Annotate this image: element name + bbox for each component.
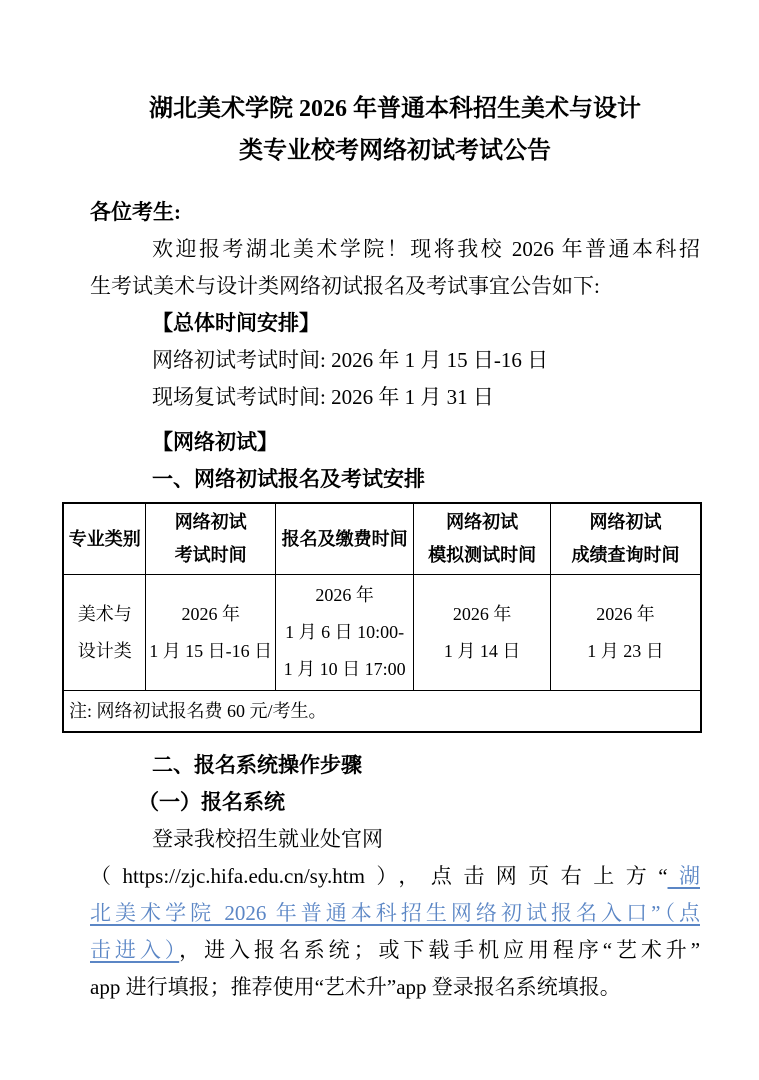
text-line (90, 895, 700, 932)
text-line (90, 969, 700, 1006)
header-text: 考试时间 (174, 545, 247, 565)
title-line-2: 类专业校考网络初试考试公告 (239, 138, 551, 164)
cell-text: 2026 年 (181, 603, 240, 624)
header-text: 网络初试 (446, 512, 519, 532)
cell-text: 美术与 (77, 603, 132, 624)
sub-section-heading: （一）报名系统 (138, 790, 285, 814)
table-data-row (63, 575, 701, 691)
online-test-heading: 【网络初试】 (152, 430, 278, 454)
intro-line-1: 欢迎报考湖北美术学院！现将我校 2026 年普通本科招 (152, 237, 700, 261)
cell-registration-payment-time (275, 575, 413, 691)
cell-text: 1 月 15 日-16 日 (149, 640, 273, 661)
cell-category (63, 575, 146, 691)
header-cell-mock-test-time (414, 503, 551, 575)
table-note-row (63, 691, 701, 733)
cell-text: 1 月 23 日 (587, 640, 664, 661)
login-line: 登录我校招生就业处官网 (152, 827, 383, 851)
title-line-1: 湖北美术学院 2026 年普通本科招生美术与设计 (149, 96, 641, 122)
link-paragraph (90, 858, 700, 1006)
text-run: ，进入报名系统；或下载手机应用程序“艺术升” (179, 938, 701, 962)
header-text: 网络初试 (589, 512, 662, 532)
text-line (90, 858, 700, 895)
cell-text: 1 月 14 日 (443, 640, 521, 661)
onsite-retest-time-line: 现场复试考试时间: 2026 年 1 月 31 日 (152, 385, 494, 409)
cell-text: 2026 年 (315, 585, 374, 605)
section1-heading: 一、网络初试报名及考试安排 (152, 467, 425, 491)
cell-text: 2026 年 (596, 603, 655, 624)
header-cell-category (63, 503, 146, 575)
header-cell-registration-payment-time (275, 503, 413, 575)
text-run: （https://zjc.hifa.edu.cn/sy.htm），点击网页右上方“ (90, 864, 668, 888)
header-text: 报名及缴费时间 (281, 528, 408, 549)
overall-schedule-heading: 【总体时间安排】 (152, 311, 320, 335)
header-text: 专业类别 (68, 528, 141, 549)
cell-exam-time (146, 575, 276, 691)
table-header-row (63, 503, 701, 575)
document-title (90, 88, 700, 172)
cell-text: 1 月 10 日 17:00 (283, 659, 406, 679)
header-text: 成绩查询时间 (571, 545, 680, 565)
registration-entrance-link[interactable]: 湖 (667, 864, 700, 888)
cell-mock-test-time (414, 575, 551, 691)
header-text: 模拟测试时间 (428, 545, 537, 565)
registration-entrance-link[interactable]: 北美术学院 2026 年普通本科招生网络初试报名入口”（点 (90, 901, 700, 925)
cell-text: 2026 年 (452, 603, 512, 624)
preliminary-exam-time-line: 网络初试考试时间: 2026 年 1 月 15 日-16 日 (152, 348, 549, 372)
cell-score-query-time (550, 575, 701, 691)
salutation: 各位考生: (90, 200, 181, 224)
exam-schedule-table (62, 502, 702, 733)
section2-heading: 二、报名系统操作步骤 (152, 753, 362, 777)
header-cell-score-query-time (550, 503, 701, 575)
cell-text: 设计类 (77, 640, 132, 661)
registration-entrance-link[interactable]: 击进入） (90, 938, 180, 962)
intro-line-2: 生考试美术与设计类网络初试报名及考试事宜公告如下: (90, 274, 600, 298)
table-note-cell: 注: 网络初试报名费 60 元/考生。 (63, 691, 701, 733)
header-text: 网络初试 (174, 512, 247, 532)
text-line (90, 932, 700, 969)
header-cell-exam-time (146, 503, 276, 575)
text-run: app 进行填报；推荐使用“艺术升”app 登录报名系统填报。 (90, 975, 621, 999)
cell-text: 1 月 6 日 10:00- (285, 622, 405, 642)
